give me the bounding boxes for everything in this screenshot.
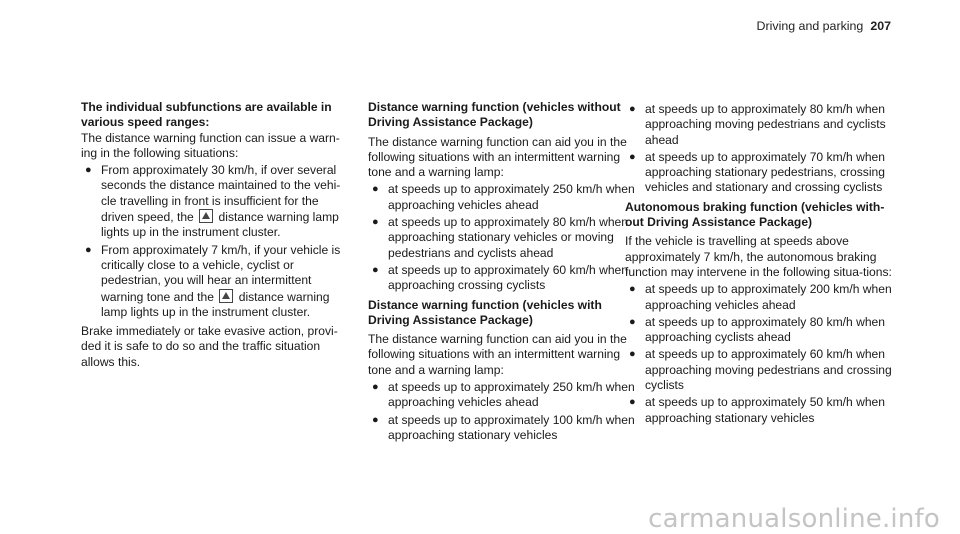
list-item [81,243,353,320]
col1-closing: Brake immediately or take evasive action, provi-ded it is safe to do so and the traffic situation allows this. [81,324,338,369]
list-item-text: at speeds up to approximately 80 km/h when approaching moving pedestrians and cyclists ahead [645,102,886,147]
list-item [368,413,640,444]
list-item [368,215,640,261]
list-item-text: at speeds up to approximately 50 km/h when approaching stationary vehicles [645,395,885,425]
bullet-icon: ● [85,243,92,256]
list-item-text: at speeds up to approximately 70 km/h when approaching stationary pedestrians, crossing vehicles and stationary and crossing cyclists [645,149,885,195]
distance-warning-lamp-icon [219,289,233,303]
list-item-text: at speeds up to approximately 80 km/h when approaching stationary vehicles or moving pedestrians and cyclists ahead [388,215,628,260]
list-item [368,380,640,411]
bullet-icon: ● [372,263,379,276]
col3-top-list [625,102,897,196]
bullet-icon: ● [372,183,379,196]
column-2 [368,100,640,443]
column-1 [81,100,353,370]
list-item-text: From approximately 7 km/h, if your vehicle is critically close to a vehicle, cyclist or pedestrian, you will hear an intermittent warning tone and the [101,242,341,304]
col2-section2-list [368,380,640,443]
section-heading: Distance warning function (vehicles without Driving Assistance Package) [368,100,621,130]
watermark: carmanualsonline.info [648,503,940,534]
list-item [81,163,353,240]
list-item-text: distance warning lamp lights up in the instrument cluster. [101,210,339,240]
list-item-text: at speeds up to approximately 100 km/h when approaching stationary vehicles [388,412,635,442]
bullet-icon: ● [629,396,636,409]
bullet-icon: ● [629,283,636,296]
bullet-icon: ● [85,164,92,177]
bullet-icon: ● [629,348,636,361]
list-item-text: From approximately 30 km/h, if over several seconds the distance maintained to the vehi-cle travelling in front is insufficient for the driven speed, the [101,163,341,225]
list-item-text: at speeds up to approximately 60 km/h when approaching crossing cyclists [388,262,628,293]
col2-section1-list [368,182,640,293]
col3-section-list [625,282,897,426]
section-intro: If the vehicle is travelling at speeds above approximately 7 km/h, the autonomous braking function may intervene in the following situa-tions: [625,234,892,279]
speed-ranges-heading: The individual subfunctions are available in various speed ranges: [81,100,332,130]
section-intro: The distance warning function can aid you in the following situations with an intermittent warning tone and a warning lamp: [368,332,627,377]
list-item [368,182,640,213]
page-header [757,19,891,34]
section-title: Driving and parking [756,19,864,33]
list-item [368,263,640,294]
section-intro: The distance warning function can aid you in the following situations with an intermittent warning tone and a warning lamp: [368,134,627,180]
bullet-icon: ● [372,381,379,394]
list-item-text: at speeds up to approximately 250 km/h when approaching vehicles ahead [388,182,635,212]
bullet-icon: ● [372,413,379,426]
bullet-icon: ● [372,216,379,229]
list-item [625,282,897,313]
list-item-text: at speeds up to approximately 80 km/h when approaching cyclists ahead [645,314,885,345]
bullet-icon: ● [629,150,636,163]
list-item [625,150,897,196]
list-item-text: distance warning lamp lights up in the instrument cluster. [101,289,330,319]
distance-warning-lamp-icon [199,209,213,223]
bullet-icon: ● [629,315,636,328]
section-heading: Distance warning function (vehicles with Driving Assistance Package) [368,297,602,327]
list-item [625,315,897,346]
section-heading: Autonomous braking function (vehicles with-out Driving Assistance Package) [625,199,885,230]
list-item [625,347,897,393]
list-item-text: at speeds up to approximately 200 km/h when approaching vehicles ahead [645,282,892,312]
bullet-icon: ● [629,103,636,115]
page-number: 207 [870,19,891,33]
list-item-text: at speeds up to approximately 60 km/h when approaching moving pedestrians and crossing cyclists [645,347,892,393]
column-3 [625,100,897,426]
col1-list [81,163,353,320]
list-item [625,395,897,426]
list-item-text: at speeds up to approximately 250 km/h when approaching vehicles ahead [388,380,635,410]
list-item [625,102,897,148]
col1-intro: The distance warning function can issue a warn-ing in the following situations: [81,130,340,160]
